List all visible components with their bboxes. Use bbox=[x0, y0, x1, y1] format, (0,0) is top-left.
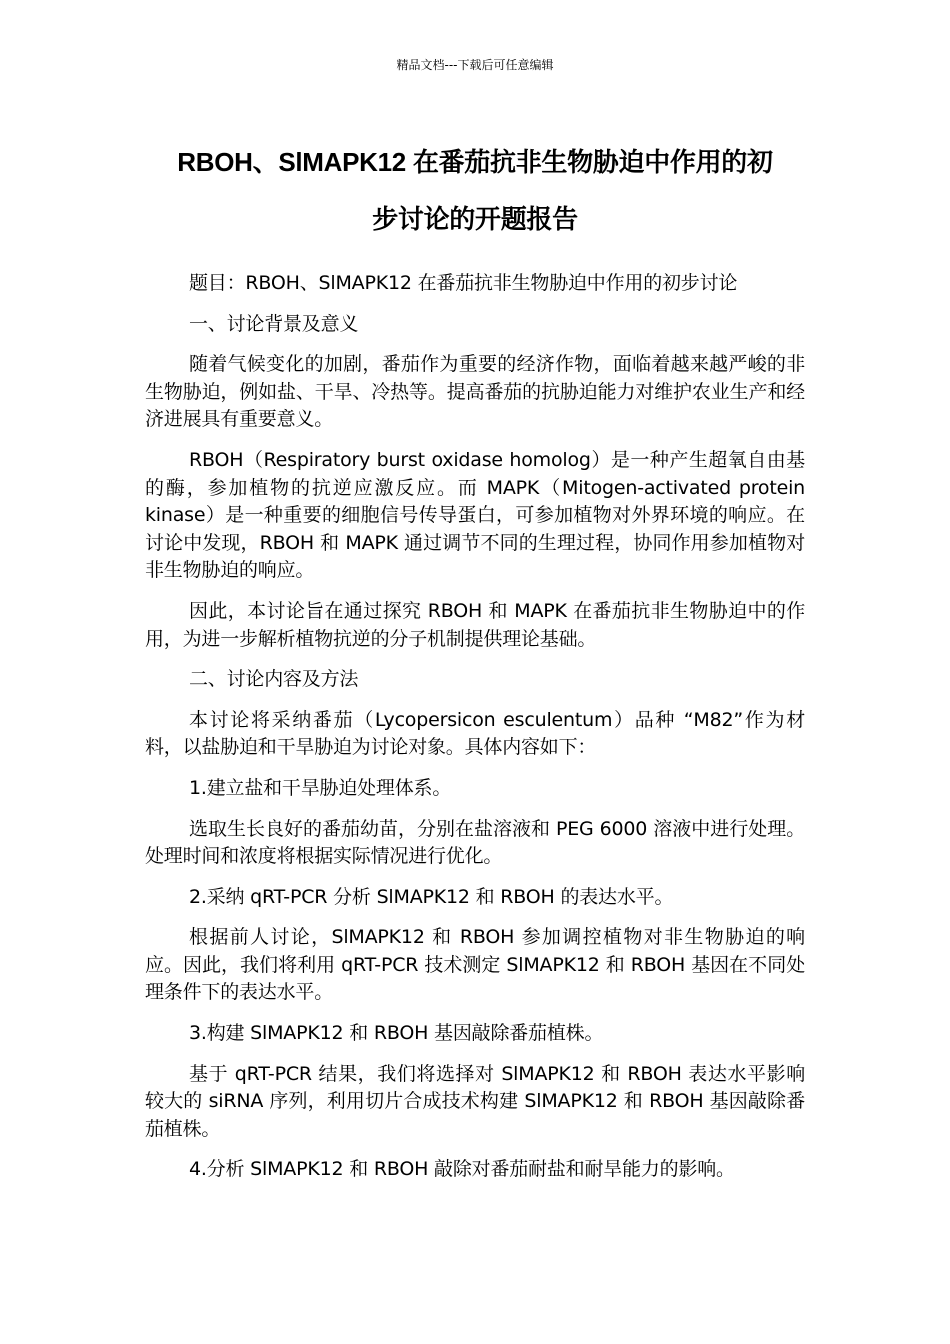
document-body bbox=[145, 270, 805, 1197]
body-paragraph: RBOH（Respiratory burst oxidase homolog）是一种产生超氧自由基的酶，参加植物的抗逆应激反应。而 MAPK（Mitogen-activated protein kinase）是一种重要的细胞信号传导蛋白，可参加植物对外界环境的响应。在讨论中发现，RBOH 和 MAPK 通过调节不同的生理过程，协同作用参加植物对非生物胁迫的响应。 bbox=[145, 448, 805, 582]
body-paragraph: 因此，本讨论旨在通过探究 RBOH 和 MAPK 在番茄抗非生物胁迫中的作用，为进一步解析植物抗逆的分子机制提供理论基础。 bbox=[145, 599, 805, 650]
section-heading-methods: 二、讨论内容及方法 bbox=[189, 668, 359, 691]
section-heading-background: 一、讨论背景及意义 bbox=[189, 312, 359, 335]
body-paragraph: 本讨论将采纳番茄（Lycopersicon esculentum）品种 “M82”作为材料，以盐胁迫和干旱胁迫为讨论对象。具体内容如下： bbox=[145, 708, 805, 759]
body-paragraph: 选取生长良好的番茄幼苗，分别在盐溶液和 PEG 6000 溶液中进行处理。处理时间和浓度将根据实际情况进行优化。 bbox=[145, 817, 805, 868]
list-item-heading: 4.分析 SlMAPK12 和 RBOH 敲除对番茄耐盐和耐旱能力的影响。 bbox=[189, 1158, 735, 1181]
list-item-heading: 3.构建 SlMAPK12 和 RBOH 基因敲除番茄植株。 bbox=[189, 1022, 604, 1045]
body-paragraph: 随着气候变化的加剧，番茄作为重要的经济作物，面临着越来越严峻的非生物胁迫，例如盐、干旱、冷热等。提高番茄的抗胁迫能力对维护农业生产和经济进展具有重要意义。 bbox=[145, 353, 805, 431]
title-line-1: RBOH、SlMAPK12 在番茄抗非生物胁迫中作用的初 bbox=[177, 147, 773, 177]
page-header: 精品文档---下载后可任意编辑 bbox=[396, 58, 554, 72]
list-item-heading: 1.建立盐和干旱胁迫处理体系。 bbox=[189, 776, 452, 799]
body-paragraph: 根据前人讨论，SlMAPK12 和 RBOH 参加调控植物对非生物胁迫的响应。因此，我们将利用 qRT-PCR 技术测定 SlMAPK12 和 RBOH 基因在不同处理条件下的表达水平。 bbox=[145, 926, 805, 1004]
list-item-heading: 2.采纳 qRT-PCR 分析 SlMAPK12 和 RBOH 的表达水平。 bbox=[189, 885, 674, 908]
title-line-2: 步讨论的开题报告 bbox=[372, 204, 578, 234]
document-title bbox=[145, 134, 805, 248]
topic-line: 题目：RBOH、SlMAPK12 在番茄抗非生物胁迫中作用的初步讨论 bbox=[189, 272, 738, 294]
body-paragraph: 基于 qRT-PCR 结果，我们将选择对 SlMAPK12 和 RBOH 表达水平影响较大的 siRNA 序列，利用切片合成技术构建 SlMAPK12 和 RBOH 基因敲除番茄植株。 bbox=[145, 1062, 806, 1140]
